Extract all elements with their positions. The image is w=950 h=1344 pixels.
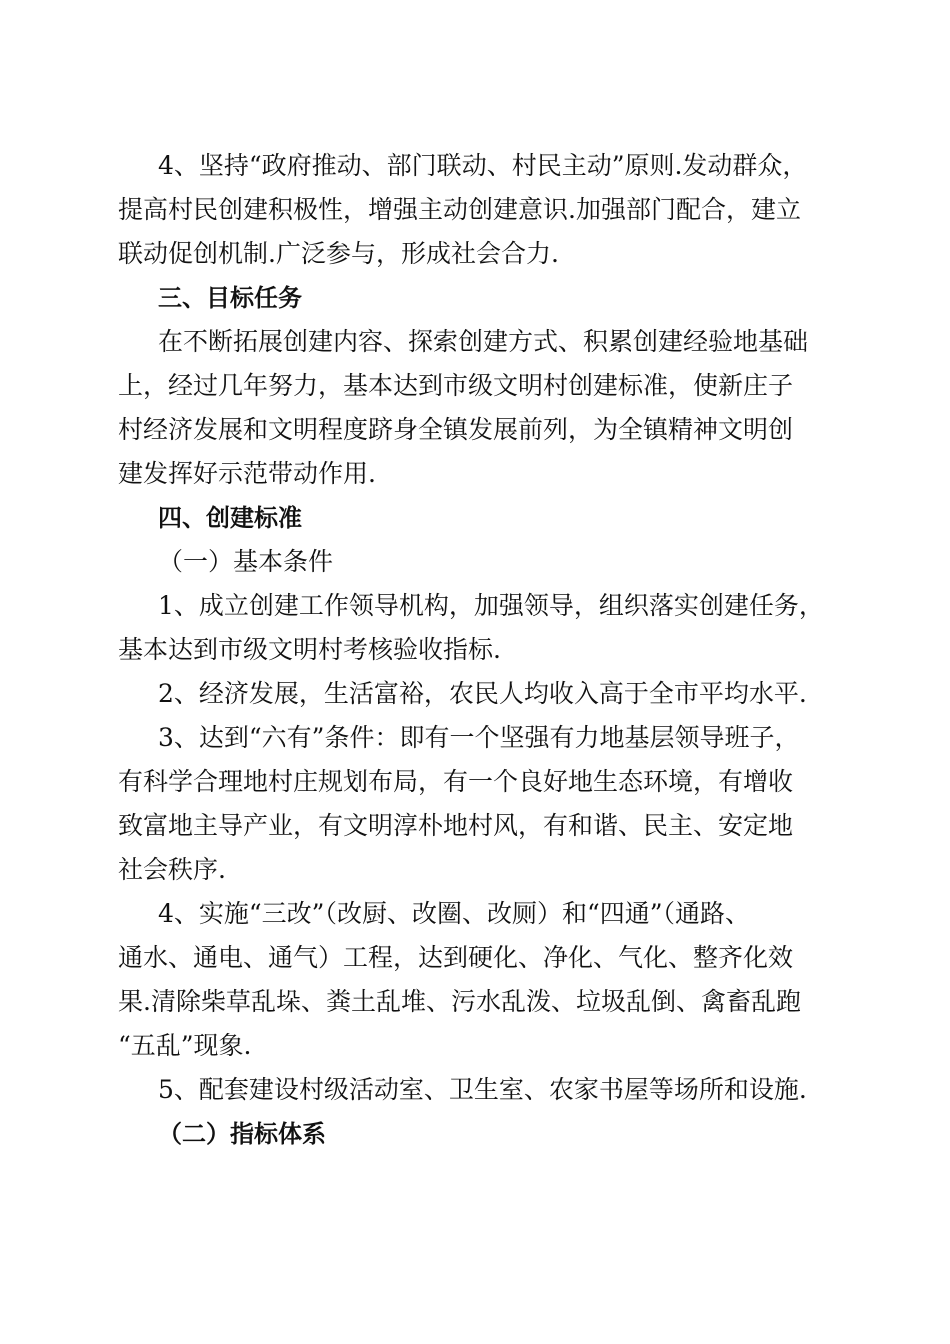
paragraph-line: 村经济发展和文明程度跻身全镇发展前列，为全镇精神文明创 <box>118 415 794 444</box>
subsection-heading-2: （二）指标体系 <box>158 1120 326 1148</box>
section-heading-3: 三、目标任务 <box>158 284 302 312</box>
paragraph-line: 4、坚持“政府推动、部门联动、村民主动”原则.发动群众， <box>158 151 808 180</box>
paragraph-line: 社会秩序. <box>118 855 226 884</box>
paragraph-line: “五乱”现象. <box>118 1031 252 1060</box>
paragraph-line: 3、达到“六有”条件：即有一个坚强有力地基层领导班子， <box>158 723 800 752</box>
paragraph-line: 通水、通电、通气）工程，达到硬化、净化、气化、整齐化效 <box>118 943 794 972</box>
paragraph-line: 提高村民创建积极性，增强主动创建意识.加强部门配合，建立 <box>118 195 801 224</box>
paragraph-line: 1、成立创建工作领导机构，加强领导，组织落实创建任务， <box>158 591 824 620</box>
paragraph-line: 在不断拓展创建内容、探索创建方式、积累创建经验地基础 <box>158 327 809 356</box>
paragraph-line: 5、配套建设村级活动室、卫生室、农家书屋等场所和设施. <box>158 1075 807 1104</box>
paragraph-line: 4、实施“三改”（改厨、改圈、改厕）和“四通”（通路、 <box>158 899 751 928</box>
paragraph-line: 上，经过几年努力，基本达到市级文明村创建标准，使新庄子 <box>118 371 794 400</box>
paragraph-line: 建发挥好示范带动作用. <box>118 459 376 488</box>
paragraph-line: 有科学合理地村庄规划布局，有一个良好地生态环境，有增收 <box>118 767 794 796</box>
section-heading-4: 四、创建标准 <box>158 504 302 532</box>
paragraph-line: 致富地主导产业，有文明淳朴地村风，有和谐、民主、安定地 <box>118 811 794 840</box>
paragraph-line: 果.清除柴草乱垛、粪土乱堆、污水乱泼、垃圾乱倒、禽畜乱跑 <box>118 987 801 1016</box>
subsection-heading-1: （一）基本条件 <box>158 547 334 576</box>
paragraph-line: 基本达到市级文明村考核验收指标. <box>118 635 501 664</box>
paragraph-line: 2、经济发展，生活富裕，农民人均收入高于全市平均水平. <box>158 679 807 708</box>
paragraph-line: 联动促创机制.广泛参与，形成社会合力. <box>118 239 559 268</box>
